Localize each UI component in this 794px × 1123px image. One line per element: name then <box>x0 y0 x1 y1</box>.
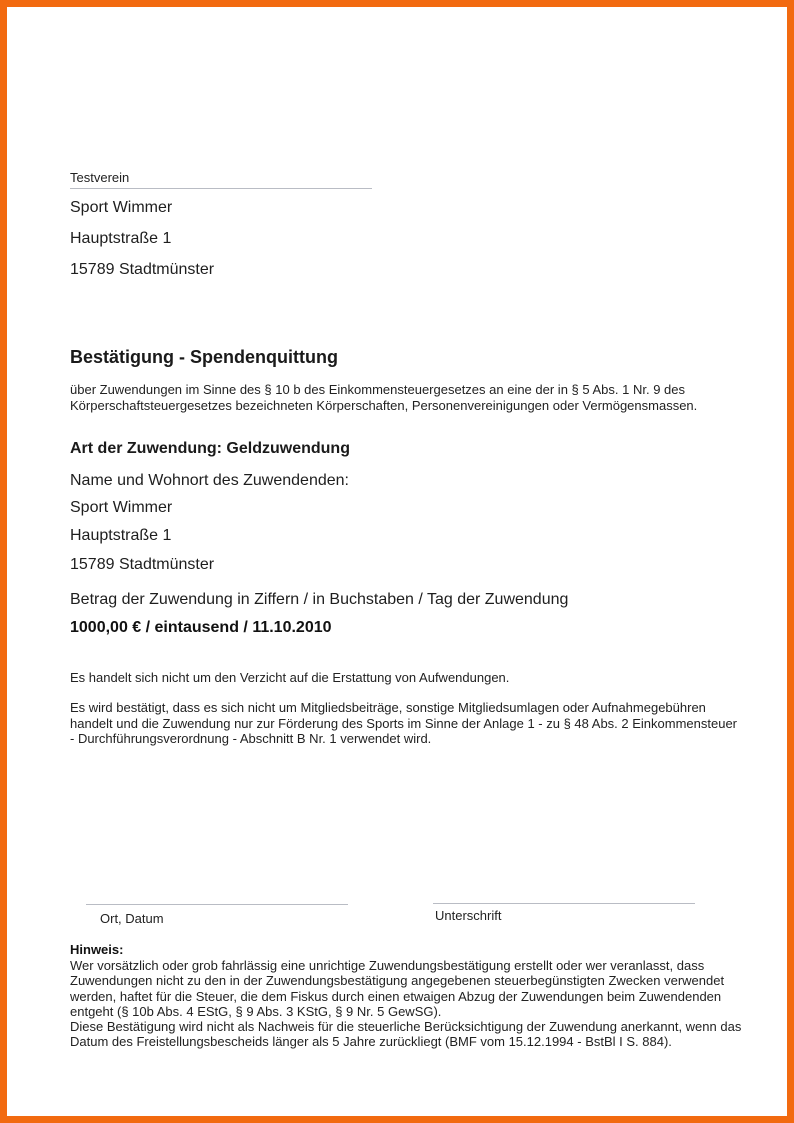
recipient-street: Hauptstraße 1 <box>70 230 172 247</box>
signature-line <box>433 903 695 904</box>
amount-value: 1000,00 € / eintausend / 11.10.2010 <box>70 619 332 636</box>
place-date-line <box>86 904 348 905</box>
donor-name: Sport Wimmer <box>70 499 173 516</box>
notice-title: Hinweis: <box>70 942 124 957</box>
intro-text: über Zuwendungen im Sinne des § 10 b des Einkommensteuergesetzes an eine der in § 5 Abs. 1 Nr. 9 des Körperschaftsteuergesetzes bezeichneten Körperschaften, Personenvereinigungen oder Vermögensmassen. <box>70 382 698 413</box>
place-date-label: Ort, Datum <box>100 911 164 926</box>
statement-no-waiver: Es handelt sich nicht um den Verzicht auf die Erstattung von Aufwendungen. <box>70 670 510 685</box>
donor-street: Hauptstraße 1 <box>70 527 172 544</box>
recipient-name: Sport Wimmer <box>70 199 173 216</box>
donor-city: 15789 Stadtmünster <box>70 556 215 573</box>
document-title: Bestätigung - Spendenquittung <box>70 347 338 367</box>
donation-type: Art der Zuwendung: Geldzuwendung <box>70 440 350 457</box>
notice-validity-text: Diese Bestätigung wird nicht als Nachweis für die steuerliche Berücksichtigung der Zuwendung anerkannt, wenn das Datum des Freistellungsbescheids länger als 5 Jahre zurückliegt (BMF vom 15.12.1994 - BstBl I S. 884). <box>70 1019 742 1050</box>
signature-label: Unterschrift <box>435 908 502 923</box>
sender-divider <box>70 188 372 189</box>
recipient-city: 15789 Stadtmünster <box>70 261 215 278</box>
notice-liability-text: Wer vorsätzlich oder grob fahrlässig eine unrichtige Zuwendungsbestätigung erstellt oder wer veranlasst, dass Zuwendungen nicht zu den in der Zuwendungsbestätigung angegebenen steuerbegünstigten Zwecken verwendet werden, haftet für die Steuer, die dem Fiskus durch einen etwaigen Abzug der Zuwendungen beim Zuwendenden entgeht (§ 10b Abs. 4 EStG, § 9 Abs. 3 KStG, § 9 Nr. 5 GewSG). <box>70 958 725 1019</box>
amount-label: Betrag der Zuwendung in Ziffern / in Buchstaben / Tag der Zuwendung <box>70 591 569 608</box>
sender-name: Testverein <box>70 170 130 185</box>
statement-confirmation: Es wird bestätigt, dass es sich nicht um Mitgliedsbeiträge, sonstige Mitgliedsumlagen oder Aufnahmegebühren handelt und die Zuwendung nur zur Förderung des Sports im Sinne der Anlage 1 - zu § 48 Abs. 2 Einkommensteuer - Durchführungsverordnung - Abschnitt B Nr. 1 verwendet wird. <box>70 700 738 746</box>
donor-label: Name und Wohnort des Zuwendenden: <box>70 472 349 489</box>
notice-body <box>70 958 742 1050</box>
